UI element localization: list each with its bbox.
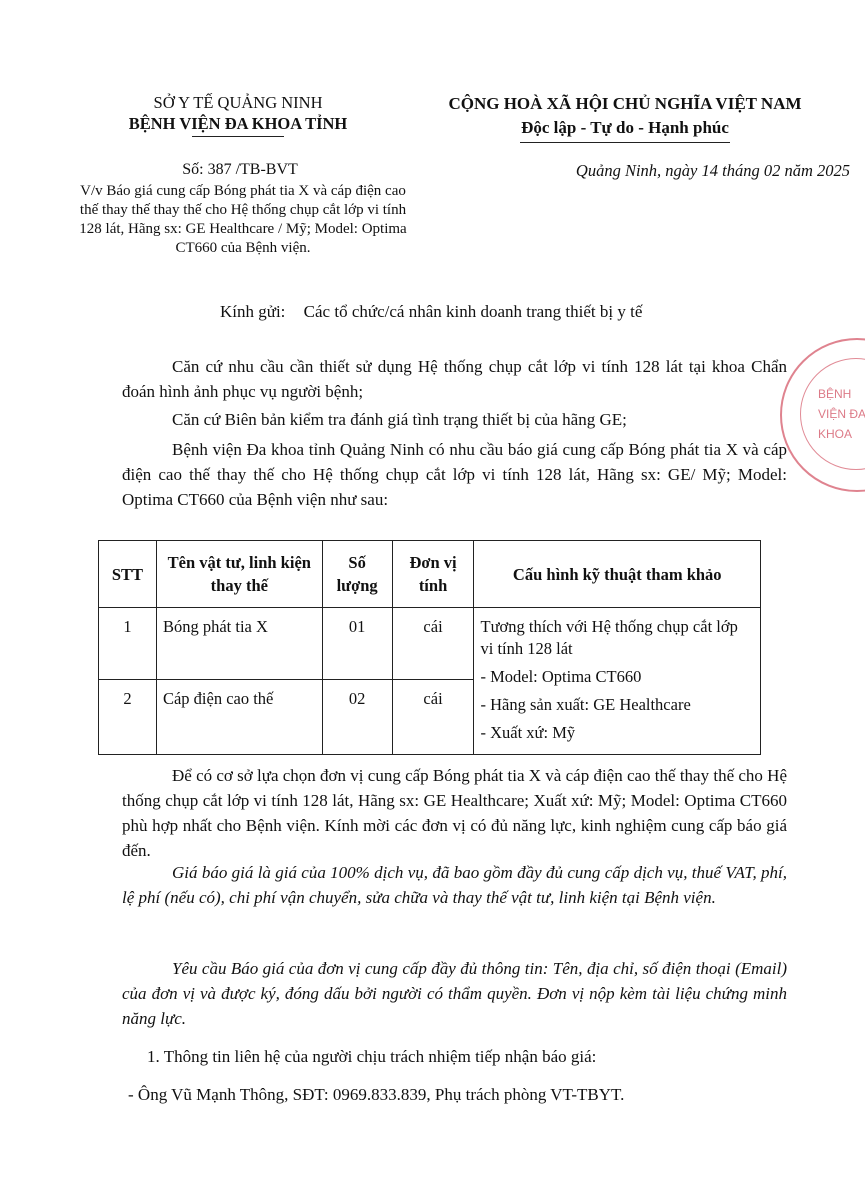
nation-title: CỘNG HOÀ XÃ HỘI CHỦ NGHĨA VIỆT NAM — [448, 94, 802, 113]
spec-origin: - Xuất xứ: Mỹ — [480, 723, 576, 742]
row-item-name: Cáp điện cao thế — [156, 680, 322, 755]
seal-text: BỆNH VIỆN ĐA KHOA — [818, 387, 865, 441]
table-row — [99, 608, 761, 680]
national-heading — [395, 92, 855, 143]
issue-date: Quảng Ninh, ngày 14 tháng 02 năm 2025 — [575, 161, 850, 180]
subject-line: V/v Báo giá cung cấp Bóng phát tia X và cáp điện cao thế thay thế thay thế cho Hệ thống chụp cắt lớp vi tính 128 lát, Hãng sx: GE Healthcare / Mỹ; Model: Optima CT660 của Bệnh viện. — [79, 183, 407, 256]
header-spec: Cấu hình kỹ thuật tham khảo — [474, 541, 761, 608]
recipient-value: Các tổ chức/cá nhân kinh doanh trang thiết bị y tế — [303, 302, 643, 321]
header-item-name: Tên vật tư, linh kiện thay thế — [156, 541, 322, 608]
row-unit: cái — [392, 608, 474, 680]
motto-underline — [520, 142, 730, 143]
paragraph-basis-inspection: Căn cứ Biên bản kiểm tra đánh giá tình trạng thiết bị của hãng GE; — [172, 410, 627, 429]
recipient — [220, 302, 642, 322]
hospital-name: BỆNH VIỆN ĐA KHOA TỈNH — [128, 114, 348, 133]
hospital-underline — [192, 136, 284, 137]
recipient-label: Kính gửi: — [220, 302, 286, 321]
spec-cell — [474, 608, 761, 755]
header-quantity: Số lượng — [322, 541, 392, 608]
reference-number: Số: 387 /TB-BVT — [182, 161, 298, 178]
agency-name: SỞ Y TẾ QUẢNG NINH — [153, 93, 323, 112]
header-unit: Đơn vị tính — [392, 541, 474, 608]
row-quantity: 02 — [322, 680, 392, 755]
spec-manufacturer: - Hãng sản xuất: GE Healthcare — [480, 695, 691, 714]
spec-model: - Model: Optima CT660 — [480, 667, 642, 686]
row-quantity: 01 — [322, 608, 392, 680]
paragraph-quote-requirements: Yêu cầu Báo giá của đơn vị cung cấp đầy đủ thông tin: Tên, địa chỉ, số điện thoại (Email) của đơn vị và được ký, đóng dấu bởi người có thẩm quyền. Đơn vị nộp kèm tài liệu chứng minh năng lực. — [122, 959, 787, 1028]
row-stt: 2 — [99, 680, 157, 755]
header-stt: STT — [99, 541, 157, 608]
paragraph-price-terms: Giá báo giá là giá của 100% dịch vụ, đã bao gồm đầy đủ cung cấp dịch vụ, thuế VAT, phí, lệ phí (nếu có), chi phí vận chuyển, sửa chữa và thay thế vật tư, linh kiện tại Bệnh viện. — [122, 863, 787, 907]
paragraph-contact-person: - Ông Vũ Mạnh Thông, SĐT: 0969.833.839, Phụ trách phòng VT-TBYT. — [128, 1085, 625, 1104]
paragraph-contact-heading: 1. Thông tin liên hệ của người chịu trách nhiệm tiếp nhận báo giá: — [147, 1047, 597, 1066]
supplies-table — [98, 540, 761, 755]
paragraph-basis-need: Căn cứ nhu cầu cần thiết sử dụng Hệ thống chụp cắt lớp vi tính 128 lát tại khoa Chẩn đoán hình ảnh phục vụ người bệnh; — [122, 357, 787, 401]
paragraph-invitation: Để có cơ sở lựa chọn đơn vị cung cấp Bóng phát tia X và cáp điện cao thế thay thế cho Hệ thống chụp cắt lớp vi tính 128 lát, Hãng sx: GE Healthcare; Xuất xứ: Mỹ; Model: Optima CT660 phù hợp nhất cho Bệnh viện. Kính mời các đơn vị có đủ năng lực, kinh nghiệm cung cấp báo giá đến. — [122, 766, 787, 860]
table-header-row — [99, 541, 761, 608]
row-stt: 1 — [99, 608, 157, 680]
row-unit: cái — [392, 680, 474, 755]
issuing-authority — [88, 92, 388, 137]
row-item-name: Bóng phát tia X — [156, 608, 322, 680]
motto: Độc lập - Tự do - Hạnh phúc — [521, 118, 729, 137]
spec-compatibility: Tương thích với Hệ thống chụp cắt lớp vi tính 128 lát — [480, 617, 738, 658]
paragraph-request: Bệnh viện Đa khoa tỉnh Quảng Ninh có nhu cầu báo giá cung cấp Bóng phát tia X và cáp điện cao thế thay thế cho Hệ thống chụp cắt lớp vi tính 128 lát, Hãng sx: GE/ Mỹ; Model: Optima CT660 của Bệnh viện như sau: — [122, 440, 787, 509]
